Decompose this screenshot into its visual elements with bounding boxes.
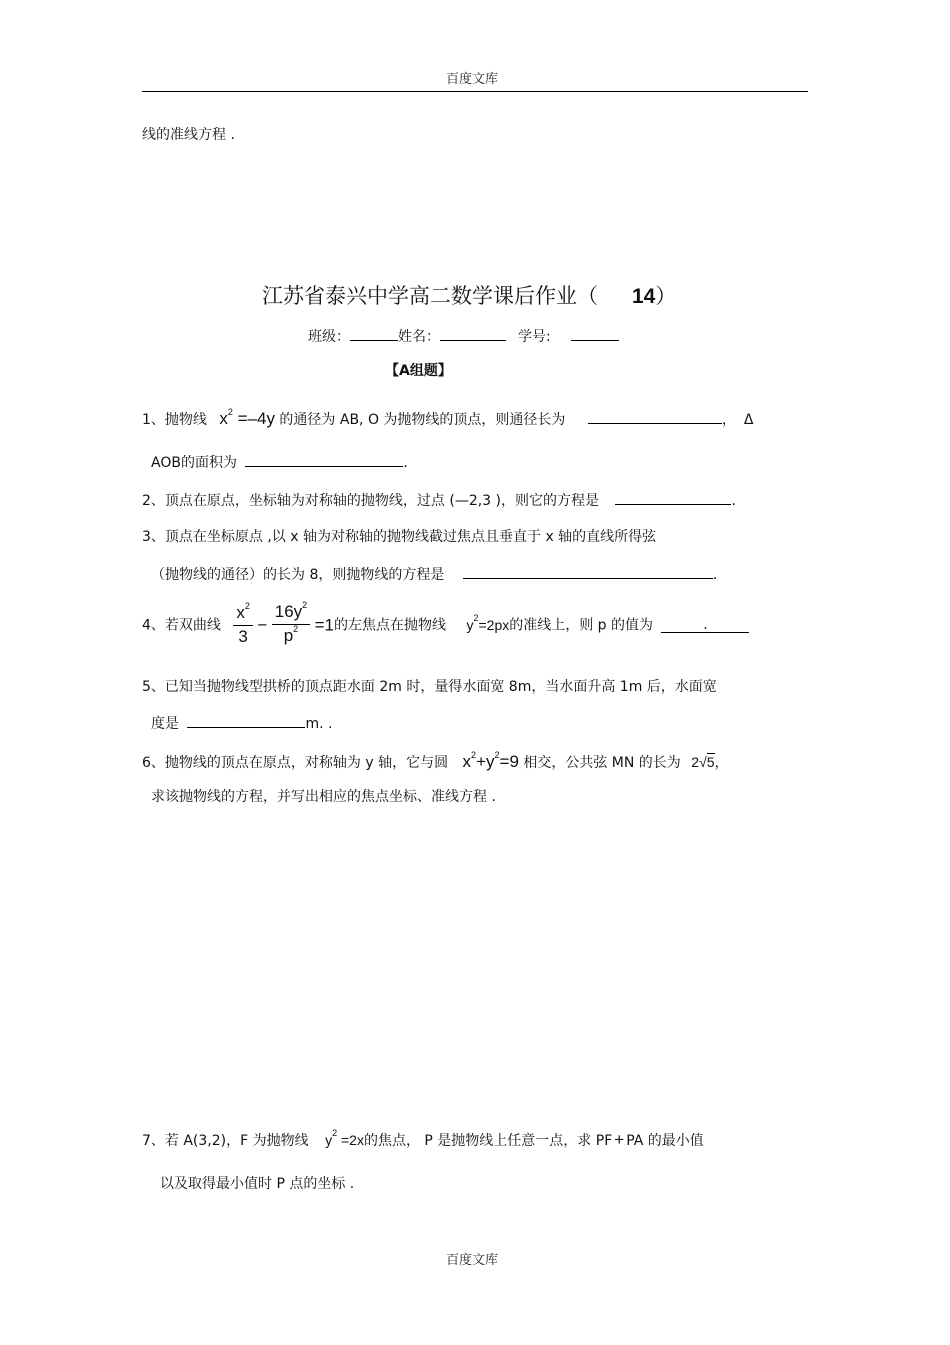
q6-chord-length: 2√5: [691, 754, 715, 770]
id-blank[interactable]: [571, 326, 619, 341]
name-label: 姓名：: [398, 329, 440, 345]
class-blank[interactable]: [350, 326, 398, 341]
question-1: 1、抛物线 $x^2 =-4y$ 的通径为 AB, O 为抛物线的顶点，则通径长为 ， Δ: [142, 407, 754, 428]
name-blank[interactable]: [440, 326, 506, 341]
q2-answer-blank[interactable]: [615, 490, 731, 505]
q1-equation: $x^2 =-4y$: [219, 407, 275, 428]
q4-fraction-2: $\frac{16y^2}{p^2}$: [272, 602, 310, 649]
question-5: 5、已知当抛物线型拱桥的顶点距水面 2m 时，量得水面宽 8m，当水面升高 1m 后，水面宽: [142, 679, 717, 695]
q3-answer-blank[interactable]: [463, 564, 713, 579]
q7-parabola: $y^2 =2x$: [325, 1128, 364, 1148]
title-close: ）: [655, 284, 677, 308]
question-7-line-2: 以及取得最小值时 P 点的坐标 .: [160, 1176, 355, 1192]
question-4: 4、若双曲线 $\frac{x^2}{3}$ − $\frac{16y^2}{p^2}$ =1的左焦点在抛物线 $y^2=2px$的准线上，则 p 的值为 .: [142, 602, 749, 649]
q1-answer-blank[interactable]: [588, 409, 722, 424]
title-number: 14: [632, 285, 656, 308]
carry-over-text: 线的准线方程 .: [142, 127, 235, 143]
question-6: 6、抛物线的顶点在原点，对称轴为 y 轴，它与圆 $x^2+y^2=9$ 相交，公共弦 MN 的长为 2√5，: [142, 750, 729, 771]
q4-answer-blank[interactable]: .: [661, 618, 749, 633]
q4-parabola: $y^2=2px$: [466, 612, 510, 633]
q1-area-blank[interactable]: [245, 452, 403, 467]
q4-fraction-1: $\frac{x^2}{3}$: [233, 603, 253, 648]
id-label: 学号:: [518, 329, 551, 345]
question-2: 2、顶点在原点，坐标轴为对称轴的抛物线，过点 (—2,3 )，则它的方程是 .: [142, 490, 736, 510]
page-footer: 百度文库: [446, 1253, 499, 1268]
question-5-line-2: 度是 m. .: [151, 713, 332, 733]
group-label: 【A组题】: [385, 363, 452, 379]
question-3-line-2: （抛物线的通径）的长为 8，则抛物线的方程是 .: [151, 564, 717, 584]
header-rule: [142, 91, 808, 92]
title-text: 江苏省泰兴中学高二数学课后作业（: [262, 284, 598, 308]
question-7: 7、若 A(3,2)，F 为抛物线 $y^2 =2x$的焦点， P 是抛物线上任意一点，求 PF + PA 的最小值: [142, 1128, 704, 1149]
class-label: 班级：: [308, 329, 350, 345]
question-1-line-2: AOB的面积为 .: [151, 452, 408, 472]
q6-circle-equation: $x^2+y^2=9$: [462, 750, 519, 771]
page-header: 百度文库: [446, 72, 499, 87]
question-3: 3、顶点在坐标原点 ,以 x 轴为对称轴的抛物线截过焦点且垂直于 x 轴的直线所得弦: [142, 529, 657, 545]
question-6-line-2: 求该抛物线的方程，并写出相应的焦点坐标、准线方程 .: [151, 789, 496, 805]
page-title: [262, 280, 676, 310]
student-info: [308, 326, 619, 346]
q5-answer-blank[interactable]: [187, 713, 305, 728]
